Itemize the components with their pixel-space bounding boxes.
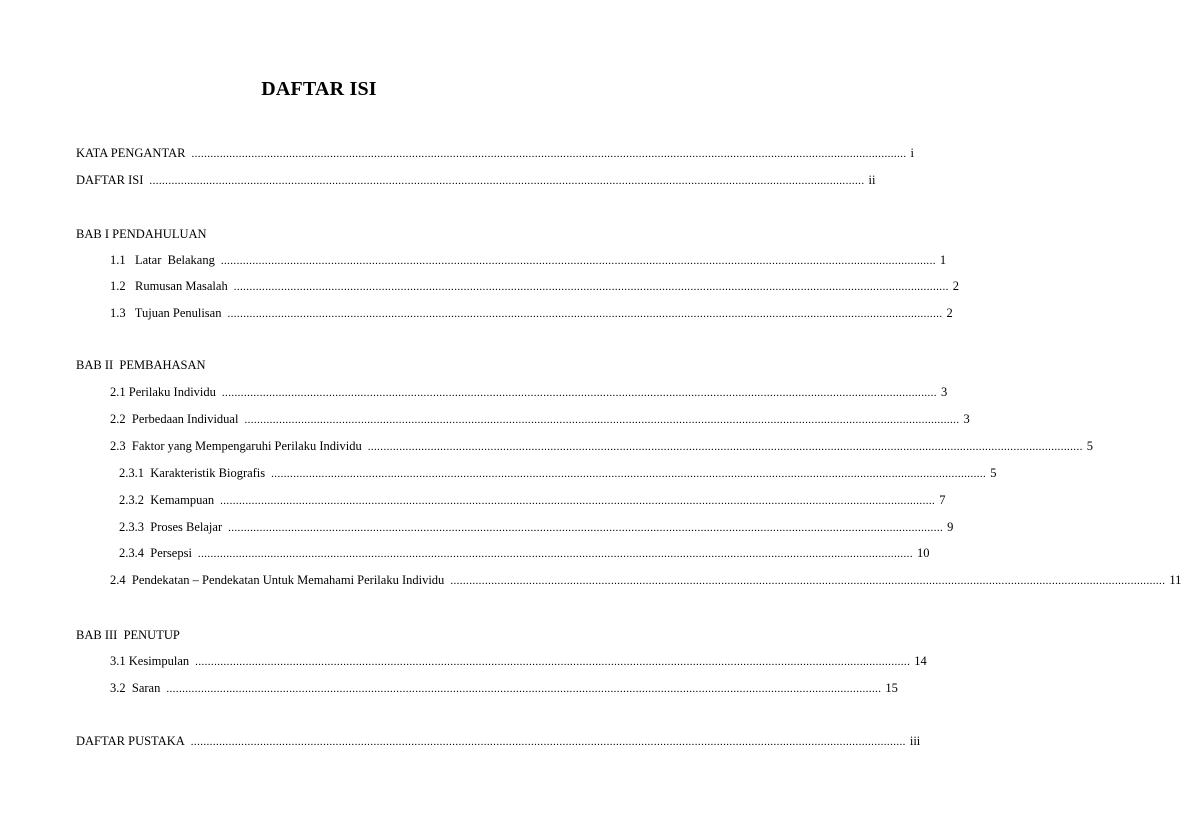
toc-entry-label: 2.4 Pendekatan – Pendekatan Untuk Memahami Perilaku Individu bbox=[110, 573, 445, 587]
dot-leader: ................................................................................................................................................................................................................................... bbox=[244, 414, 960, 426]
toc-entry-page: 2 bbox=[946, 306, 953, 320]
toc-entry-label: 2.3 Faktor yang Mempengaruhi Perilaku Individu bbox=[110, 439, 362, 453]
toc-entry-label: 2.2 Perbedaan Individual bbox=[110, 412, 239, 426]
toc-entry-label: 1.1 Latar Belakang bbox=[110, 253, 215, 267]
dot-leader: ................................................................................................................................................................................................................................... bbox=[149, 175, 865, 187]
toc-entry[interactable] bbox=[110, 572, 1181, 589]
chapter-heading-bab-1: BAB I PENDAHULUAN bbox=[76, 227, 207, 241]
toc-entry[interactable] bbox=[119, 492, 946, 509]
toc-entry-page: 2 bbox=[952, 279, 960, 293]
dot-leader: ................................................................................................................................................................................................................................... bbox=[195, 656, 911, 668]
toc-entry[interactable] bbox=[110, 384, 948, 401]
toc-entry-page: 3 bbox=[940, 385, 948, 399]
toc-entry-page: i bbox=[910, 146, 915, 160]
toc-entry-page: 5 bbox=[1086, 439, 1094, 453]
toc-entry-label: 2.3.2 Kemampuan bbox=[119, 493, 215, 507]
toc-entry-label: DAFTAR PUSTAKA bbox=[76, 734, 185, 748]
toc-entry[interactable] bbox=[110, 278, 960, 295]
toc-entry-label: 1.2 Rumusan Masalah bbox=[110, 279, 228, 293]
toc-entry-label: 2.1 Perilaku Individu bbox=[110, 385, 216, 399]
dot-leader: ................................................................................................................................................................................................................................... bbox=[220, 255, 936, 267]
toc-entry[interactable] bbox=[110, 411, 970, 428]
toc-entry[interactable] bbox=[110, 680, 898, 697]
toc-entry-label: 3.1 Kesimpulan bbox=[110, 654, 190, 668]
toc-entry[interactable] bbox=[119, 519, 954, 536]
toc-entry-page: 3 bbox=[963, 412, 970, 426]
toc-entry-label: 3.2 Saran bbox=[110, 681, 161, 695]
toc-entry-label: 2.3.3 Proses Belajar bbox=[119, 520, 223, 534]
toc-entry-label: 1.3 Tujuan Penulisan bbox=[110, 306, 222, 320]
dot-leader: ................................................................................................................................................................................................................................... bbox=[166, 683, 882, 695]
toc-entry-daftar-isi[interactable] bbox=[76, 172, 876, 189]
dot-leader: ................................................................................................................................................................................................................................... bbox=[228, 522, 944, 534]
dot-leader: ................................................................................................................................................................................................................................... bbox=[450, 575, 1166, 587]
toc-entry-page: iii bbox=[909, 734, 921, 748]
toc-entry-page: 10 bbox=[916, 546, 930, 560]
toc-entry-page: 9 bbox=[947, 520, 954, 534]
toc-entry[interactable] bbox=[110, 305, 953, 322]
dot-leader: ................................................................................................................................................................................................................................... bbox=[190, 736, 906, 748]
dot-leader: ................................................................................................................................................................................................................................... bbox=[221, 387, 937, 399]
toc-entry-kata-pengantar[interactable] bbox=[76, 145, 915, 162]
dot-leader: ................................................................................................................................................................................................................................... bbox=[191, 148, 907, 160]
toc-entry-label: 2.3.1 Karakteristik Biografis bbox=[119, 466, 266, 480]
dot-leader: ................................................................................................................................................................................................................................... bbox=[271, 468, 987, 480]
dot-leader: ................................................................................................................................................................................................................................... bbox=[227, 308, 943, 320]
toc-entry-page: 11 bbox=[1169, 573, 1181, 587]
dot-leader: ................................................................................................................................................................................................................................... bbox=[197, 548, 913, 560]
toc-entry[interactable] bbox=[110, 438, 1094, 455]
chapter-heading-bab-2: BAB II PEMBAHASAN bbox=[76, 358, 206, 372]
dot-leader: ................................................................................................................................................................................................................................... bbox=[233, 281, 949, 293]
page-title: DAFTAR ISI bbox=[261, 78, 377, 100]
toc-entry-page: ii bbox=[868, 173, 876, 187]
toc-entry-page: 1 bbox=[939, 253, 947, 267]
toc-entry-label: DAFTAR ISI bbox=[76, 173, 144, 187]
toc-entry-label: KATA PENGANTAR bbox=[76, 146, 186, 160]
dot-leader: ................................................................................................................................................................................................................................... bbox=[220, 495, 936, 507]
toc-entry-daftar-pustaka[interactable] bbox=[76, 733, 921, 750]
dot-leader: ................................................................................................................................................................................................................................... bbox=[367, 441, 1083, 453]
toc-entry[interactable] bbox=[119, 465, 997, 482]
toc-entry[interactable] bbox=[110, 252, 947, 269]
chapter-heading-bab-3: BAB III PENUTUP bbox=[76, 628, 180, 642]
toc-entry-label: 2.3.4 Persepsi bbox=[119, 546, 192, 560]
toc-entry-page: 14 bbox=[914, 654, 927, 668]
toc-entry-page: 15 bbox=[885, 681, 898, 695]
toc-entry-page: 5 bbox=[990, 466, 997, 480]
toc-entry[interactable] bbox=[119, 545, 930, 562]
toc-entry[interactable] bbox=[110, 653, 927, 670]
toc-entry-page: 7 bbox=[939, 493, 946, 507]
